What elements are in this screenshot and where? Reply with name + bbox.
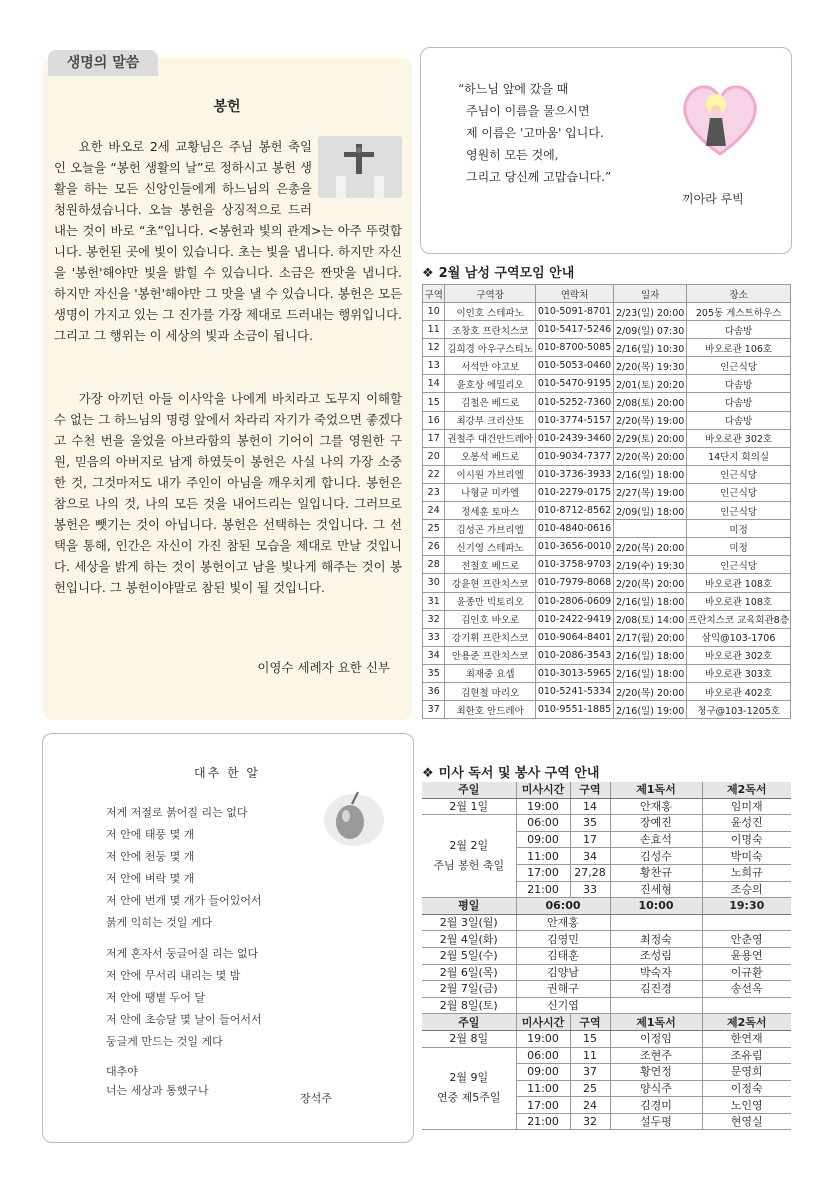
- meeting-place: 14단지 회의실: [687, 447, 791, 465]
- mass-heading: ❖ 미사 독서 및 봉사 구역 안내: [422, 766, 600, 781]
- phone: 010-8700-5085: [535, 339, 613, 357]
- district-number: 35: [423, 664, 445, 682]
- table-row: [423, 447, 791, 465]
- table-row: [422, 815, 791, 832]
- reader-0600: 김영민: [516, 931, 610, 948]
- district: 17: [570, 831, 610, 848]
- poem-line: 저 안에 초승달 몇 날이 들어서서: [106, 1013, 262, 1026]
- reader-0600: 김양남: [516, 964, 610, 981]
- phone: 010-5091-8701: [535, 303, 613, 321]
- table-row: [423, 538, 791, 556]
- district-number: 34: [423, 646, 445, 664]
- leader-name: 서석만 야고보: [445, 357, 535, 375]
- weekday-date: 2월 6일(목): [422, 964, 516, 981]
- meeting-date: 2/16(일) 18:00: [614, 465, 687, 483]
- reader-1000: [610, 997, 702, 1014]
- leader-name: 김철은 베드로: [445, 393, 535, 411]
- table-header-row: [422, 782, 791, 798]
- poem-line: 저 안에 천둥 몇 개: [106, 850, 195, 863]
- meeting-place: 미정: [687, 520, 791, 538]
- section-tab: 생명의 말씀: [48, 50, 158, 76]
- meeting-date: 2/01(토) 20:20: [614, 375, 687, 393]
- phone: 010-9551-1885: [535, 701, 613, 719]
- quote-line: 주님이 이름을 물으시면: [466, 104, 590, 118]
- district-number: 26: [423, 538, 445, 556]
- meeting-place: 다솜방: [687, 393, 791, 411]
- quote-author: 끼아라 루빅: [682, 192, 744, 206]
- column-header: 제1독서: [610, 782, 702, 798]
- reader-1000: 조성림: [610, 947, 702, 964]
- reader-2: 현영실: [702, 1113, 791, 1130]
- column-header: 제2독서: [702, 1014, 791, 1031]
- leader-name: 이인호 스테파노: [445, 303, 535, 321]
- poem-line: 붉게 익히는 것일 게다: [106, 916, 213, 929]
- meeting-date: 2/09(일) 18:00: [614, 502, 687, 520]
- leader-name: 나형균 미카엘: [445, 483, 535, 501]
- district: 14: [570, 798, 610, 815]
- reader-2: 노인영: [702, 1097, 791, 1114]
- quote-line: 영원히 모든 것에,: [466, 148, 559, 162]
- phone: 010-9034-7377: [535, 447, 613, 465]
- poem-line: 너는 세상과 통했구나: [106, 1084, 209, 1097]
- leader-name: 윤종만 빅토리오: [445, 592, 535, 610]
- table-row: [423, 592, 791, 610]
- reader-2: 노희규: [702, 864, 791, 881]
- table-row: [423, 628, 791, 646]
- meeting-place: 바오로관 108호: [687, 592, 791, 610]
- meeting-date: 2/16(일) 18:00: [614, 646, 687, 664]
- meeting-place: 프란치스코 교육회관8층: [687, 610, 791, 628]
- table-header-row: [422, 1014, 791, 1031]
- leader-name: 윤호상 에밀리오: [445, 375, 535, 393]
- meeting-place: 205동 게스트하우스: [687, 303, 791, 321]
- table-row: [423, 465, 791, 483]
- table-row: [423, 556, 791, 574]
- leader-name: 김성곤 가브리엘: [445, 520, 535, 538]
- leader-name: 김인호 바오로: [445, 610, 535, 628]
- meeting-date: 2/20(목) 20:00: [614, 538, 687, 556]
- phone: 010-2422-9419: [535, 610, 613, 628]
- meeting-date: [614, 520, 687, 538]
- table-row: [423, 502, 791, 520]
- meeting-date: 2/29(토) 20:00: [614, 429, 687, 447]
- meeting-place: 인근식당: [687, 556, 791, 574]
- reader-1: 황연정: [610, 1064, 702, 1081]
- candle-image: [318, 136, 402, 198]
- meeting-place: 미정: [687, 538, 791, 556]
- phone: 010-5252-7360: [535, 393, 613, 411]
- column-header: 구역: [570, 782, 610, 798]
- meeting-date: 2/16(일) 18:00: [614, 592, 687, 610]
- reader-1000: 김진경: [610, 981, 702, 998]
- leader-name: 김현철 마리오: [445, 682, 535, 700]
- poem-line: 저게 저절로 붉어질 리는 없다: [106, 806, 248, 819]
- table-row: [422, 997, 791, 1014]
- table-row: [422, 1047, 791, 1064]
- district-number: 17: [423, 429, 445, 447]
- table-row: [423, 429, 791, 447]
- meeting-place: 바오로관 402호: [687, 682, 791, 700]
- mass-time: 09:00: [516, 1064, 570, 1081]
- reader-0600: 김태훈: [516, 947, 610, 964]
- table-row: [423, 375, 791, 393]
- reader-2: 윤성진: [702, 815, 791, 832]
- sunday-date: [422, 1047, 516, 1130]
- district-number: 14: [423, 375, 445, 393]
- jujube-image: [318, 782, 388, 852]
- meeting-place: 인근식당: [687, 465, 791, 483]
- phone: 010-9064-8401: [535, 628, 613, 646]
- column-header: 19:30: [702, 898, 791, 915]
- mass-time: 09:00: [516, 831, 570, 848]
- leader-name: 정세훈 토마스: [445, 502, 535, 520]
- table-row: [423, 646, 791, 664]
- poem-line: 둥글게 만드는 것일 게다: [106, 1035, 223, 1048]
- table-row: [423, 574, 791, 592]
- mass-time: 21:00: [516, 881, 570, 898]
- mass-schedule-table: [422, 782, 791, 1130]
- meeting-place: 다솜방: [687, 321, 791, 339]
- reader-2: 이명숙: [702, 831, 791, 848]
- mass-time: 17:00: [516, 864, 570, 881]
- meeting-date: 2/20(목) 19:30: [614, 357, 687, 375]
- table-row: [423, 701, 791, 719]
- reader-1: 손효석: [610, 831, 702, 848]
- reader-1: 이정임: [610, 1030, 702, 1047]
- meeting-date: 2/23(일) 20:00: [614, 303, 687, 321]
- table-row: [423, 339, 791, 357]
- meeting-date: 2/20(목) 20:00: [614, 682, 687, 700]
- meeting-place: 삼익@103-1706: [687, 628, 791, 646]
- district-number: 28: [423, 556, 445, 574]
- mass-time: 06:00: [516, 815, 570, 832]
- meeting-date: 2/17(월) 20:00: [614, 628, 687, 646]
- reader-1: 양식주: [610, 1080, 702, 1097]
- column-header: 06:00: [516, 898, 610, 915]
- reader-2: 이정숙: [702, 1080, 791, 1097]
- reader-1: 김경미: [610, 1097, 702, 1114]
- weekday-date: 2월 4일(화): [422, 931, 516, 948]
- district-number: 25: [423, 520, 445, 538]
- column-header: 구역장: [445, 285, 535, 303]
- leader-name: 이시원 가브리엘: [445, 465, 535, 483]
- district-number: 13: [423, 357, 445, 375]
- feast-name: 연중 제5주일: [436, 1091, 501, 1105]
- poem-line: 대추야: [106, 1065, 138, 1078]
- reader-2: 조승의: [702, 881, 791, 898]
- leader-name: 최재중 요셉: [445, 664, 535, 682]
- district-number: 15: [423, 393, 445, 411]
- reader-1: 조현주: [610, 1047, 702, 1064]
- meeting-place: 다솜방: [687, 375, 791, 393]
- table-row: [423, 483, 791, 501]
- reader-1930: [702, 997, 791, 1014]
- weekday-date: 2월 3일(월): [422, 914, 516, 931]
- district-number: 22: [423, 465, 445, 483]
- meeting-place: 다솜방: [687, 411, 791, 429]
- reader-1930: 송선옥: [702, 981, 791, 998]
- meeting-date: 2/09(일) 07:30: [614, 321, 687, 339]
- column-header: 연락처: [535, 285, 613, 303]
- phone: 010-5417-5246: [535, 321, 613, 339]
- district-number: 10: [423, 303, 445, 321]
- reader-2: 문영희: [702, 1064, 791, 1081]
- leader-name: 최강부 크리산또: [445, 411, 535, 429]
- district-number: 37: [423, 701, 445, 719]
- meeting-place: 바오로관 302호: [687, 646, 791, 664]
- table-row: [422, 1030, 791, 1047]
- weekday-date: 2월 8일(토): [422, 997, 516, 1014]
- date-text: 2월 9일: [449, 1071, 489, 1085]
- leader-name: 오봉석 베드로: [445, 447, 535, 465]
- meeting-date: 2/20(목) 20:00: [614, 574, 687, 592]
- reflection-paragraph-1: 요한 바오로 2세 교황님은 주님 봉헌 축일인 오늘을 “봉헌 생활의 날”로 정하시고 봉헌 생활을 하는 모든 신앙인들에게 하느님의 은총을 청원하셨습니다. 오늘 봉헌을 상징적으로 드러내는 것이 바로 “초”입니다. <봉헌과 빛의 관계>는 아주 뚜렷합니다. 봉헌된 곳에 빛이 있습니다. 초는 빛을 냅니다. 하지만 자신을 '봉헌'해야만 빛을 밝힐 수 있습니다. 소금은 짠맛을 냅니다. 하지만 자신을 '봉헌'해야만 그 맛을 낼 수 있습니다. 봉헌은 모든 생명이 가지고 있는 그 진가를 가장 제대로 드러내는 행위입니다. 그리고 그 행위는 이 세상의 빛과 소금이 됩니다.: [54, 136, 402, 346]
- district: 33: [570, 881, 610, 898]
- phone: 010-2439-3460: [535, 429, 613, 447]
- phone: 010-5053-0460: [535, 357, 613, 375]
- reader-0600: 신기엽: [516, 997, 610, 1014]
- reader-2: 박미숙: [702, 848, 791, 865]
- mass-time: 17:00: [516, 1097, 570, 1114]
- district-number: 24: [423, 502, 445, 520]
- table-row: [422, 947, 791, 964]
- district-number: 12: [423, 339, 445, 357]
- mass-time: 21:00: [516, 1113, 570, 1130]
- phone: 010-2806-0609: [535, 592, 613, 610]
- column-header: 10:00: [610, 898, 702, 915]
- table-row: [422, 931, 791, 948]
- meeting-date: 2/20(목) 19:00: [614, 411, 687, 429]
- quote-line: “하느님 앞에 갔을 때: [458, 82, 569, 96]
- leader-name: 조창호 프란치스코: [445, 321, 535, 339]
- mass-time: 11:00: [516, 1080, 570, 1097]
- weekday-date: 2월 7일(금): [422, 981, 516, 998]
- meeting-date: 2/27(목) 19:00: [614, 483, 687, 501]
- reflection-paragraph-2: 가장 아끼던 아들 이사악을 나에게 바치라고 도무지 이해할 수 없는 그 하느님의 명령 앞에서 차라리 자기가 죽었으면 좋겠다고 수천 번을 울었을 아브라함의 봉헌이 기어이 그를 영원한 구원, 믿음의 아버지로 남게 하였듯이 봉헌은 사실 나의 가장 소중한 것, 그것마저도 내가 주인이 아님을 깨우치게 합니다. 봉헌은 참으로 나의 것, 나의 모든 것을 내어드리는 일입니다. 그러므로 봉헌은 뺏기는 것이 아닙니다. 봉헌은 선택하는 것입니다. 그 선택을 통해, 인간은 자신이 가진 참된 모습을 제대로 만날 것입니다. 세상을 밝게 하는 것이 봉헌이고 남을 빛나게 해주는 것이 봉헌입니다. 그 봉헌이야말로 참된 빛이 될 것입니다.: [54, 391, 402, 595]
- reader-1: 황찬규: [610, 864, 702, 881]
- district: 27,28: [570, 864, 610, 881]
- reflection-author: 이영수 세례자 요한 신부: [257, 660, 390, 675]
- mass-time: 06:00: [516, 1047, 570, 1064]
- quote-line: 그리고 당신께 고맙습니다.”: [466, 170, 612, 184]
- poem-line: 저 안에 벼락 몇 개: [106, 872, 195, 885]
- district-number: 11: [423, 321, 445, 339]
- reader-1000: 최정숙: [610, 931, 702, 948]
- meeting-date: 2/16(일) 10:30: [614, 339, 687, 357]
- meeting-place: 청구@103-1205호: [687, 701, 791, 719]
- leader-name: 강기휘 프란치스코: [445, 628, 535, 646]
- meeting-place: 인근식당: [687, 483, 791, 501]
- table-header-row: [423, 285, 791, 303]
- table-row: [423, 610, 791, 628]
- district-number: 36: [423, 682, 445, 700]
- district: 11: [570, 1047, 610, 1064]
- phone: 010-3774-5157: [535, 411, 613, 429]
- phone: 010-2279-0175: [535, 483, 613, 501]
- column-header: 주일: [422, 1014, 516, 1031]
- phone: 010-8712-8562: [535, 502, 613, 520]
- poem-line: 저 안에 땡볕 두어 달: [106, 991, 205, 1004]
- phone: 010-5241-5334: [535, 682, 613, 700]
- table-row: [423, 682, 791, 700]
- district-number: 23: [423, 483, 445, 501]
- column-header: 미사시간: [516, 1014, 570, 1031]
- poem-title: 대추 한 알: [194, 766, 260, 780]
- district-number: 16: [423, 411, 445, 429]
- leader-name: 안용준 프란치스코: [445, 646, 535, 664]
- table-row: [422, 798, 791, 815]
- meeting-date: 2/16(일) 18:00: [614, 664, 687, 682]
- table-row: [423, 321, 791, 339]
- column-header: 구역: [423, 285, 445, 303]
- reader-0600: 권해구: [516, 981, 610, 998]
- diamond-icon: ❖: [422, 266, 434, 281]
- date-text: 2월 2일: [449, 839, 489, 853]
- column-header: 일자: [614, 285, 687, 303]
- phone: 010-5470-9195: [535, 375, 613, 393]
- diamond-icon: ❖: [422, 766, 434, 781]
- table-row: [422, 914, 791, 931]
- reflection-title: 봉헌: [213, 99, 241, 115]
- district: 25: [570, 1080, 610, 1097]
- column-header: 장소: [687, 285, 791, 303]
- reader-1000: [610, 914, 702, 931]
- mass-time: 11:00: [516, 848, 570, 865]
- reader-1930: 안춘영: [702, 931, 791, 948]
- meeting-date: 2/19(수) 19:30: [614, 556, 687, 574]
- meeting-place: 바오로관 108호: [687, 574, 791, 592]
- heart-illustration: [676, 74, 764, 160]
- meeting-place: 바오로관 302호: [687, 429, 791, 447]
- table-row: [423, 520, 791, 538]
- district-number: 31: [423, 592, 445, 610]
- sunday-date: [422, 815, 516, 898]
- poem-line: 저 안에 태풍 몇 개: [106, 828, 195, 841]
- leader-name: 신기영 스테파노: [445, 538, 535, 556]
- district-number: 32: [423, 610, 445, 628]
- meeting-date: 2/08(토) 20:00: [614, 393, 687, 411]
- leader-name: 권철주 대건안드레아: [445, 429, 535, 447]
- feast-name: 주님 봉헌 축일: [433, 859, 505, 873]
- district-number: 30: [423, 574, 445, 592]
- phone: 010-3013-5965: [535, 664, 613, 682]
- table-row: [423, 303, 791, 321]
- meeting-place: 인근식당: [687, 357, 791, 375]
- district: 34: [570, 848, 610, 865]
- phone: 010-3656-0010: [535, 538, 613, 556]
- column-header: 주일: [422, 782, 516, 798]
- column-header: 제1독서: [610, 1014, 702, 1031]
- reader-1: 설두평: [610, 1113, 702, 1130]
- district: 35: [570, 815, 610, 832]
- meeting-date: 2/16(일) 19:00: [614, 701, 687, 719]
- poem-line: 저게 혼자서 둥글어질 리는 없다: [106, 947, 259, 960]
- meeting-place: 바오로관 106호: [687, 339, 791, 357]
- column-header: 평일: [422, 898, 516, 915]
- phone: 010-7979-8068: [535, 574, 613, 592]
- reader-1: 장예진: [610, 815, 702, 832]
- poem-line: 저 안에 번개 몇 개가 들어있어서: [106, 894, 262, 907]
- meeting-place: 인근식당: [687, 502, 791, 520]
- meeting-place: 바오로관 303호: [687, 664, 791, 682]
- reader-1930: 이규환: [702, 964, 791, 981]
- reader-1000: 박숙자: [610, 964, 702, 981]
- leader-name: 최한호 안드레아: [445, 701, 535, 719]
- mass-time: 19:00: [516, 798, 570, 815]
- reader-1: 김성수: [610, 848, 702, 865]
- meeting-date: 2/20(목) 20:00: [614, 447, 687, 465]
- leader-name: 강윤현 프란치스코: [445, 574, 535, 592]
- reader-2: 조유림: [702, 1047, 791, 1064]
- table-row: [423, 393, 791, 411]
- reader-1930: [702, 914, 791, 931]
- reader-1: 안재홍: [610, 798, 702, 815]
- phone: 010-4840-0616: [535, 520, 613, 538]
- reader-1930: 윤용연: [702, 947, 791, 964]
- sunday-date: 2월 8일: [422, 1030, 516, 1047]
- district-number: 33: [423, 628, 445, 646]
- poem-author: 장석주: [300, 1092, 332, 1105]
- leader-name: 전철호 베드로: [445, 556, 535, 574]
- phone: 010-3736-3933: [535, 465, 613, 483]
- reader-0600: 안재홍: [516, 914, 610, 931]
- table-row: [423, 357, 791, 375]
- leader-name: 김희경 아우구스티노: [445, 339, 535, 357]
- district-number: 20: [423, 447, 445, 465]
- column-header: 제2독서: [702, 782, 791, 798]
- sunday-date: 2월 1일: [422, 798, 516, 815]
- phone: 010-3758-9703: [535, 556, 613, 574]
- table-row: [422, 981, 791, 998]
- district: 32: [570, 1113, 610, 1130]
- weekday-header-row: [422, 898, 791, 915]
- group-meeting-heading: ❖ 2월 남성 구역모임 안내: [422, 266, 575, 281]
- column-header: 미사시간: [516, 782, 570, 798]
- phone: 010-2086-3543: [535, 646, 613, 664]
- table-row: [423, 664, 791, 682]
- poem-line: 저 안에 무서리 내리는 몇 밤: [106, 969, 241, 982]
- weekday-date: 2월 5일(수): [422, 947, 516, 964]
- group-meeting-table: [422, 284, 791, 719]
- district: 37: [570, 1064, 610, 1081]
- quote-line: 제 이름은 '고마움' 입니다.: [466, 126, 604, 140]
- table-row: [422, 964, 791, 981]
- district: 15: [570, 1030, 610, 1047]
- district: 24: [570, 1097, 610, 1114]
- meeting-date: 2/08(토) 14:00: [614, 610, 687, 628]
- reader-1: 진세형: [610, 881, 702, 898]
- table-row: [423, 411, 791, 429]
- reader-2: 한연재: [702, 1030, 791, 1047]
- reader-2: 임미재: [702, 798, 791, 815]
- column-header: 구역: [570, 1014, 610, 1031]
- mass-time: 19:00: [516, 1030, 570, 1047]
